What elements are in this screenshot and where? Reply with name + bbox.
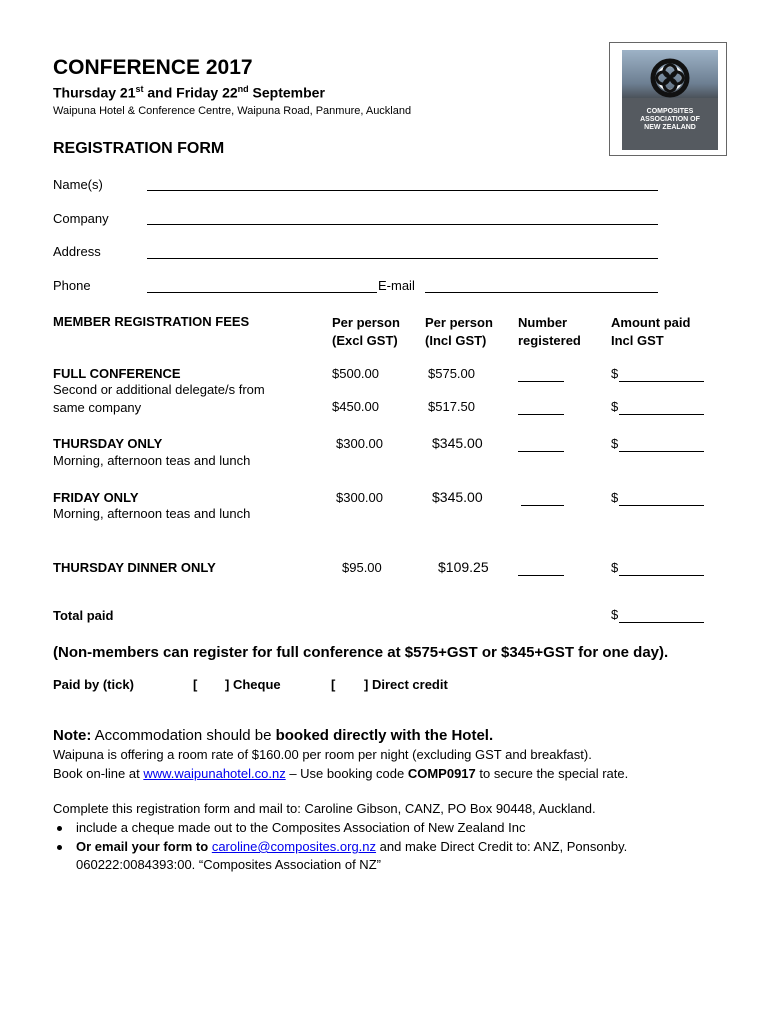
dates-part-3: September [248,84,325,101]
total-dollar: $ [611,607,619,622]
name-field[interactable] [147,190,658,191]
row-full-conference-title: FULL CONFERENCE [53,366,181,381]
hotel-website-link[interactable]: www.waipunahotel.co.nz [143,766,286,781]
row-thursday-title: THURSDAY ONLY [53,436,163,451]
conference-title: CONFERENCE 2017 [53,56,253,79]
row-additional-amount-field[interactable] [619,414,704,415]
col-incl-gst [425,314,493,350]
email-instruction-bold: Or email your form to [76,839,212,854]
direct-credit-option[interactable]: ] Direct credit [364,677,448,692]
row-thursday-dollar: $ [611,436,619,451]
row-dinner-number-field[interactable] [518,575,564,576]
conference-dates [53,84,325,101]
accommodation-note [53,727,493,744]
name-label: Name(s) [53,177,103,192]
row-full-conference-amount-field[interactable] [619,381,704,382]
logo-line-3: NEW ZEALAND [644,124,696,131]
company-field[interactable] [147,224,658,225]
col-amount [611,314,690,350]
col-incl-line-1: Per person [425,315,493,330]
row-additional-incl: $517.50 [428,399,475,414]
row-thursday-amount-field[interactable] [619,451,704,452]
row-additional-excl: $450.00 [332,399,379,414]
row-dinner-excl: $95.00 [342,560,382,575]
col-amount-line-1: Amount paid [611,315,691,330]
row-full-conference-excl: $500.00 [332,366,379,381]
row-additional-title: Second or additional delegate/s from [53,382,265,397]
dates-part-2: and Friday 22 [143,84,238,101]
row-dinner-amount-field[interactable] [619,575,704,576]
total-paid-label: Total paid [53,608,114,623]
row-dinner-incl: $109.25 [438,559,489,575]
col-incl-line-2: (Incl GST) [425,333,487,348]
row-additional-title-2: same company [53,400,142,415]
email-link[interactable]: caroline@composites.org.nz [211,839,377,854]
col-number-line-1: Number [518,315,568,330]
address-field[interactable] [147,258,658,259]
bullet-icon [57,845,62,850]
member-fees-heading: MEMBER REGISTRATION FEES [53,314,250,329]
email-field[interactable] [425,292,658,293]
dates-sup-1: st [135,84,144,94]
paid-by-label: Paid by (tick) [53,677,134,692]
total-amount-field[interactable] [619,622,704,623]
company-label: Company [53,211,109,226]
row-friday-title: FRIDAY ONLY [53,490,139,505]
logo-emblem-icon [646,54,694,102]
logo-panel [622,50,718,150]
booking-code: COMP0917 [407,766,476,781]
mail-instructions: Complete this registration form and mail to: Caroline Gibson, CANZ, PO Box 90448, Auckland. [53,801,596,816]
row-friday-excl: $300.00 [336,490,383,505]
canz-logo [609,42,727,156]
cheque-option[interactable]: ] Cheque [225,677,281,692]
col-excl-gst [332,314,400,350]
row-friday-sub: Morning, afternoon teas and lunch [53,506,251,521]
room-rate-text: Waipuna is offering a room rate of $160.00 per room per night (excluding GST and breakfast). [53,747,592,762]
note-bold: booked directly with the Hotel. [275,727,494,744]
registration-form-title: REGISTRATION FORM [53,140,225,157]
phone-field[interactable] [147,292,377,293]
row-full-conference-dollar: $ [611,366,619,381]
row-thursday-number-field[interactable] [518,451,564,452]
cheque-bracket-open[interactable]: [ [193,677,198,692]
booking-post: to secure the special rate. [475,766,629,781]
logo-text [622,108,718,132]
row-friday-dollar: $ [611,490,619,505]
row-friday-amount-field[interactable] [619,505,704,506]
col-amount-line-2: Incl GST [611,333,664,348]
row-thursday-excl: $300.00 [336,436,383,451]
bullet-icon [57,826,62,831]
row-additional-number-field[interactable] [518,414,564,415]
row-full-conference-number-field[interactable] [518,381,564,382]
col-excl-line-1: Per person [332,315,400,330]
booking-pre: Book on-line at [53,766,144,781]
logo-line-1: COMPOSITES [646,108,694,115]
dates-sup-2: nd [237,84,249,94]
note-label: Note: [53,727,92,744]
address-label: Address [53,244,101,259]
phone-label: Phone [53,278,91,293]
booking-text [53,766,628,781]
row-thursday-incl: $345.00 [432,435,483,451]
row-friday-incl: $345.00 [432,489,483,505]
col-number [518,314,581,350]
cheque-instruction: include a cheque made out to the Composites Association of New Zealand Inc [76,820,526,835]
direct-bracket-open[interactable]: [ [331,677,336,692]
venue-address: Waipuna Hotel & Conference Centre, Waipuna Road, Panmure, Auckland [53,105,412,117]
note-text: Accommodation should be [91,727,276,744]
email-instruction [76,839,627,854]
email-label: E-mail [378,278,415,293]
booking-mid: – Use booking code [285,766,408,781]
logo-line-2: ASSOCIATION OF [640,116,700,123]
row-dinner-dollar: $ [611,560,619,575]
col-number-line-2: registered [518,333,581,348]
row-full-conference-incl: $575.00 [428,366,475,381]
non-members-note: (Non-members can register for full conference at $575+GST or $345+GST for one day). [53,644,669,661]
row-dinner-title: THURSDAY DINNER ONLY [53,560,216,575]
col-excl-line-2: (Excl GST) [332,333,398,348]
row-additional-dollar: $ [611,399,619,414]
dates-part-1: Thursday 21 [53,84,136,101]
row-thursday-sub: Morning, afternoon teas and lunch [53,453,251,468]
email-instruction-rest: and make Direct Credit to: ANZ, Ponsonby. [376,839,628,854]
row-friday-number-field[interactable] [521,505,564,506]
bank-account-details: 060222:0084393:00. “Composites Association of NZ” [76,857,381,872]
